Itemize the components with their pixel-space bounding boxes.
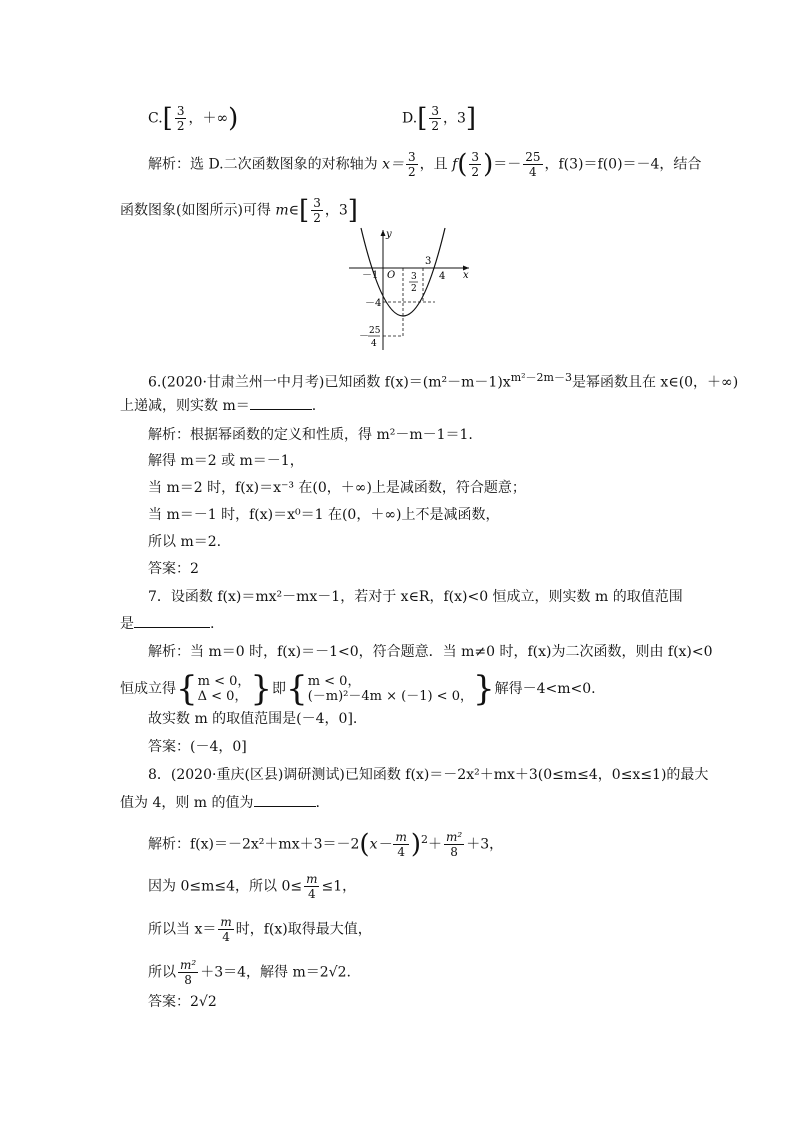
frac-den: 8 [450,845,458,860]
q6-solution-4: 当 m＝－1 时，f(x)＝x⁰＝1 在(0，＋∞)上不是减函数， [148,507,500,523]
system-1 [198,674,251,704]
text: ＋3＝4，解得 m＝2√2. [200,964,351,981]
text: ＝－ [493,156,522,173]
label-x: x [463,270,469,281]
q8-stem-line1: 8．(2020·重庆(区县)调研测试)已知函数 f(x)＝－2x²＋mx＋3(0≤m≤4，0≤x≤1)的最大 [148,767,709,783]
option-c-fraction [175,104,187,133]
q6-solution-1: 解析：根据幂函数的定义和性质，得 m²－m－1＝1. [148,427,473,443]
text: x－ [369,836,392,853]
option-d [402,104,476,133]
option-c [148,104,238,133]
answer-blank [250,395,312,410]
fraction [304,872,319,901]
q7-stem-line2 [120,613,214,634]
text: 6.(2020·甘肃兰州一中月考)已知函数 f(x)＝(m²－m－1)x [148,374,511,391]
system-1-bottom: Δ < 0， [197,689,248,704]
text: 解析：f(x)＝－2x²＋mx＋3＝－2 [148,836,360,853]
label-4: 4 [439,271,446,282]
label-origin: O [387,270,396,281]
exponent: 2 [421,833,429,846]
brace-left: { [176,669,198,709]
text: ，f(3)＝f(0)＝－4，结合 [544,156,702,173]
bracket-left: [ [162,103,173,134]
label-neg1: －1 [362,270,379,281]
brace-left: { [286,669,308,709]
system-2-bottom: (－m)²－4m × (－1) < 0， [307,689,473,704]
paren-right: ) [410,829,422,860]
option-d-rest: ，3 [442,110,466,127]
text: . [210,616,215,632]
text: 所以 [148,964,176,981]
y-axis-arrow [381,230,386,236]
text: 解析：选 D.二次函数图象的对称轴为 [148,156,383,173]
frac-den: 2 [471,165,480,179]
bracket-left: [ [299,195,310,226]
frac-den: 2 [407,165,416,179]
frac-num: 3 [471,150,480,164]
option-c-label: C. [148,110,163,127]
text: ＋3， [466,836,504,853]
fraction [406,150,418,179]
text: . [311,398,317,414]
q6-stem-line2 [120,395,316,416]
text: ＋ [428,836,443,853]
text: 值为 4，则 m 的值为 [120,795,254,811]
text: 即 [272,681,287,697]
q6-solution-2: 解得 m＝2 或 m＝－1， [148,453,304,469]
label-neg25-num: 25 [369,326,381,336]
text: 是幂函数且在 x∈(0，＋∞) [571,374,739,391]
q8-solution-1 [148,830,503,859]
paren-left: ( [359,829,370,860]
frac-den: 2 [176,119,185,133]
answer-blank [254,792,316,807]
q8-solution-2 [148,872,356,901]
frac-den: 2 [313,211,321,225]
q7-solution-3: 故实数 m 的取值范围是(－4，0]. [148,711,358,727]
answer-blank [134,613,210,628]
frac-den: 4 [529,165,537,179]
fraction [178,958,198,987]
fraction [311,196,323,225]
brace-right: } [472,669,495,709]
q6-solution-3: 当 m＝2 时，f(x)＝x⁻³ 在(0，＋∞)上是减函数，符合题意； [148,480,526,496]
q7-solution-1: 解析：当 m＝0 时，f(x)＝－1<0，符合题意．当 m≠0 时，f(x)为二次函数，则由 f(x)<0 [148,644,713,660]
option-d-fraction [429,104,441,133]
text: 恒成立得 [120,681,176,697]
parabola-graph [345,226,475,352]
frac-num: 3 [313,196,321,210]
exponent: m²－2m－3 [510,371,572,384]
label-neg4: －4 [365,298,382,309]
frac-den: 2 [431,119,439,133]
paren-left: ( [457,149,468,180]
q8-solution-4 [148,958,351,987]
q8-stem-line2 [120,792,320,813]
frac-den: 8 [184,973,192,987]
text: f [452,156,458,173]
text: m [275,202,289,219]
frac-den: 4 [222,930,230,944]
frac-den: 4 [397,845,405,860]
frac-num: m [220,915,232,929]
text: ∈ [288,202,300,219]
fraction [523,150,542,179]
bracket-right: ] [347,195,358,226]
frac-num: 3 [431,104,439,118]
q7-stem-line1: 7．设函数 f(x)＝mx²－mx－1，若对于 x∈R，f(x)<0 恒成立，则实数 m 的取值范围 [148,589,683,605]
text: 因为 0≤m≤4，所以 0≤ [148,878,303,895]
fraction [469,150,481,179]
q7-answer: 答案：(－4，0] [148,739,247,755]
paren-right: ) [483,149,494,180]
text: 时，f(x)取得最大值， [235,921,372,938]
frac-num: 3 [407,150,416,164]
option-c-rest: ，＋∞ [188,110,229,127]
label-3-over-2-den: 2 [411,284,417,294]
q6-solution-5: 所以 m＝2. [148,534,222,550]
frac-num: m [306,872,318,886]
text: 所以当 x＝ [148,921,217,938]
q6-answer: 答案：2 [148,561,199,577]
fraction [218,915,233,944]
text: ，3 [324,202,348,219]
frac-num: m² [446,830,463,845]
system-2 [308,674,473,704]
frac-den: 4 [307,887,316,901]
text: x＝ [382,156,404,173]
fraction [444,830,464,859]
system-1-top: m < 0， [197,674,251,689]
text: 函数图象(如图所示)可得 [120,202,276,219]
frac-num: m [395,830,407,845]
bracket-right: ] [465,103,477,134]
frac-num: 25 [525,150,541,164]
fraction [393,830,408,859]
text: 上递减，则实数 m＝ [120,398,250,414]
text: . [315,795,320,811]
frac-num: m² [180,958,197,972]
text: 是 [120,616,134,632]
text: 解得－4<m<0. [494,681,596,697]
text: ，且 [419,156,453,173]
label-3-over-2-num: 3 [411,272,417,282]
q5-solution-line1 [148,150,701,179]
label-neg25-minus: － [359,331,369,342]
text: ≤1， [321,878,357,895]
label-neg25-den: 4 [371,339,377,349]
paren-right: ) [228,103,239,134]
bracket-left: [ [417,103,428,134]
q5-solution-line2 [120,196,358,225]
q8-answer: 答案：2√2 [148,994,217,1010]
frac-num: 3 [176,104,185,118]
brace-right: } [250,669,273,709]
label-y: y [386,229,392,240]
option-d-label: D. [402,110,418,127]
q7-solution-2 [120,669,596,709]
q6-stem-line1 [148,368,738,393]
q8-solution-3 [148,915,372,944]
label-3-top: 3 [425,256,432,267]
system-2-top: m < 0， [307,674,361,689]
